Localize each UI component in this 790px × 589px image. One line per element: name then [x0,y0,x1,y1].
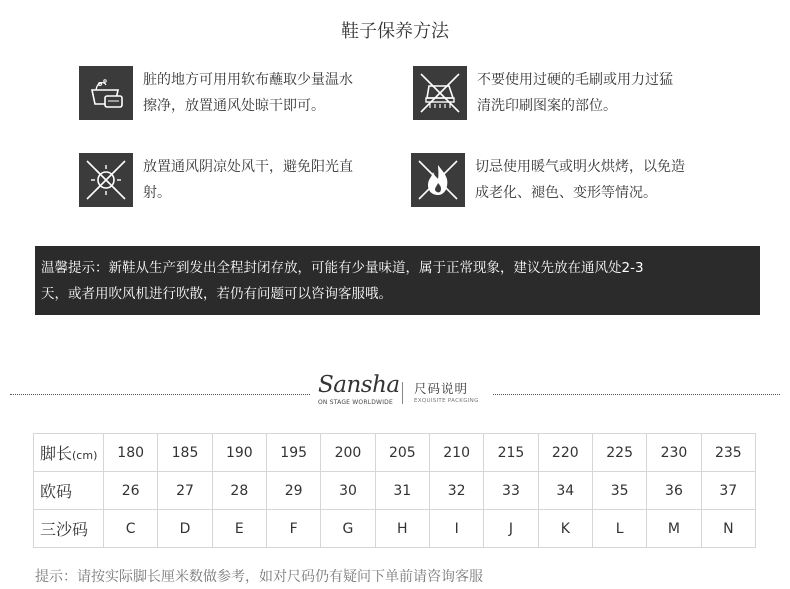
size-section-title: 尺码说明 [414,381,469,396]
table-cell: 215 [484,434,538,472]
size-section-subtitle: EXQUISITE PACKGING [414,398,479,404]
care-text-line: 清洗印刷图案的部位。 [477,98,617,114]
table-cell: 180 [104,434,158,472]
table-cell: 205 [375,434,429,472]
table-row-eu [34,472,756,510]
table-cell: F [266,510,320,548]
table-cell: 230 [647,434,701,472]
table-cell: 36 [647,472,701,510]
table-cell: 35 [592,472,646,510]
notice-line: 温馨提示：新鞋从生产到发出全程封闭存放，可能有少量味道，属于正常现象，建议先放在通风处2-3 [41,260,644,276]
page-title: 鞋子保养方法 [341,21,449,42]
brand-tagline: ON STAGE WORLDWIDE [318,399,393,406]
dotted-divider-right [493,394,780,395]
table-cell: M [647,510,701,548]
table-cell: 34 [538,472,592,510]
table-row-sansha [34,510,756,548]
brand-name: Sansha [318,372,400,398]
table-cell: 185 [158,434,212,472]
table-cell: I [429,510,483,548]
care-text-line: 不要使用过硬的毛刷或用力过猛 [477,72,673,88]
care-item-dry [79,153,353,207]
table-cell: 235 [701,434,755,472]
no-sun-icon [79,153,133,207]
table-cell: 195 [266,434,320,472]
table-cell: E [212,510,266,548]
table-cell: H [375,510,429,548]
table-cell: 225 [592,434,646,472]
table-cell: 31 [375,472,429,510]
table-cell: 28 [212,472,266,510]
table-cell: 32 [429,472,483,510]
no-iron-brush-icon [413,66,467,120]
table-cell: 30 [321,472,375,510]
brand-logo [318,372,400,406]
row-label-foot-length: 脚长(cm) [34,434,104,472]
table-cell: 37 [701,472,755,510]
table-cell: 200 [321,434,375,472]
care-text-line: 成老化、褪色、变形等情况。 [475,185,657,201]
table-row-foot-length [34,434,756,472]
table-cell: N [701,510,755,548]
care-text-line: 射。 [143,185,171,201]
table-cell: J [484,510,538,548]
care-text-line: 脏的地方可用用软布蘸取少量温水 [143,72,353,88]
table-cell: G [321,510,375,548]
table-cell: 220 [538,434,592,472]
table-cell: 27 [158,472,212,510]
care-item-heat [411,153,685,207]
care-text-line: 放置通风阴凉处风干，避免阳光直 [143,159,353,175]
row-label-sansha: 三沙码 [34,510,104,548]
table-cell: 33 [484,472,538,510]
table-cell: C [104,510,158,548]
row-label-eu: 欧码 [34,472,104,510]
table-cell: 190 [212,434,266,472]
table-cell: 26 [104,472,158,510]
notice-banner [35,246,760,315]
care-item-wash [79,66,353,120]
table-cell: 210 [429,434,483,472]
basin-sponge-icon [79,66,133,120]
care-text-line: 擦净，放置通风处晾干即可。 [143,98,325,114]
notice-line: 天，或者用吹风机进行吹散，若仍有问题可以咨询客服哦。 [41,286,392,302]
table-cell: D [158,510,212,548]
size-table [33,433,756,548]
footer-tip: 提示：请按实际脚长厘米数做参考，如对尺码仍有疑问下单前请咨询客服 [35,569,483,585]
table-cell: K [538,510,592,548]
care-text-line: 切忌使用暖气或明火烘烤，以免造 [475,159,685,175]
table-cell: 29 [266,472,320,510]
care-item-brush [413,66,673,120]
no-fire-icon [411,153,465,207]
brand-separator [402,382,403,404]
table-cell: L [592,510,646,548]
dotted-divider-left [10,394,310,395]
